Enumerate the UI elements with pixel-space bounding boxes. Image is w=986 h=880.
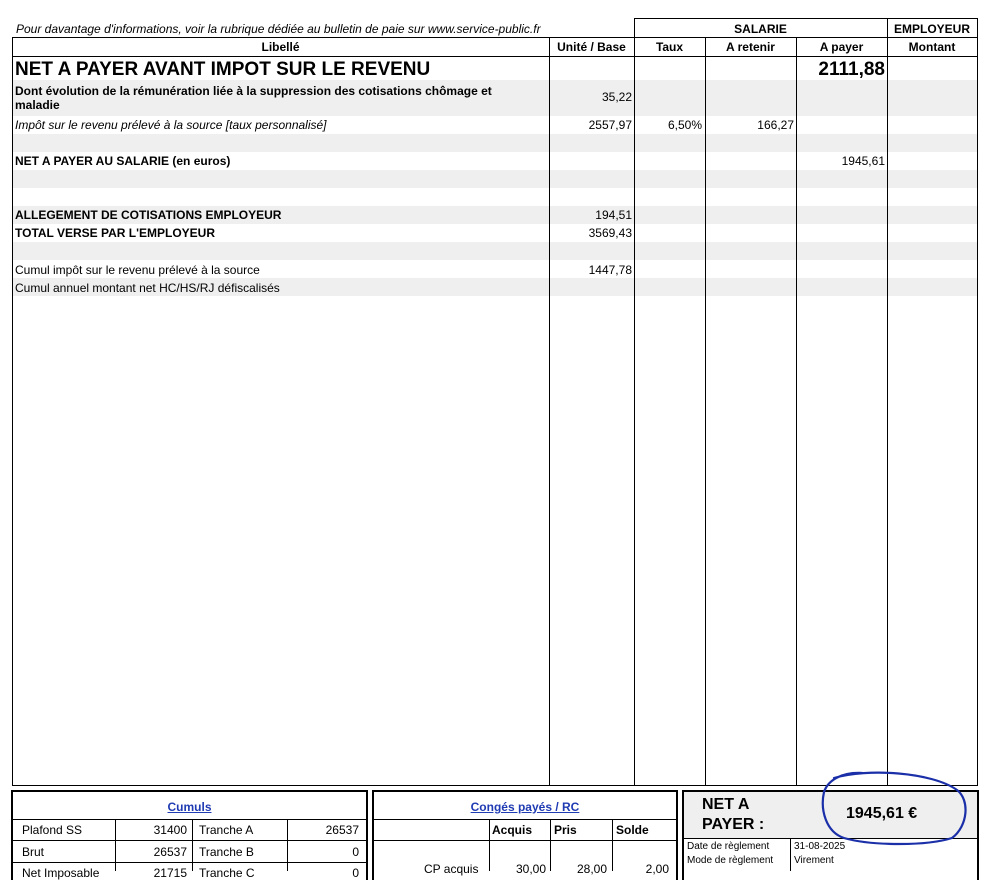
net-salarie-amount: 1945,61 [841, 154, 885, 168]
cumuls-label: Net Imposable [22, 866, 100, 880]
row-band [12, 134, 977, 152]
col-header-a-payer: A payer [819, 40, 864, 54]
cumuls-col-divider [192, 819, 193, 871]
row-band [12, 170, 977, 188]
col-header-libelle: Libellé [261, 40, 300, 54]
cumuls-title-border [13, 819, 367, 820]
col-header-taux: Taux [655, 40, 684, 54]
net-salarie-label: NET A PAYER AU SALARIE (en euros) [15, 154, 231, 168]
conges-pris: 28,00 [576, 862, 607, 876]
cumul-impot-base: 1447,78 [588, 263, 632, 277]
conges-title-border [374, 819, 677, 820]
cumul-hc-label: Cumul annuel montant net HC/HS/RJ défiscalisés [15, 281, 280, 295]
impot-source-label: Impôt sur le revenu prélevé à la source [taux personnalisé] [15, 118, 327, 132]
allegement-label: ALLEGEMENT DE COTISATIONS EMPLOYEUR [15, 208, 282, 222]
evolution-label-line2: maladie [15, 98, 60, 112]
conges-solde: 2,00 [645, 862, 669, 876]
cumul-impot-label: Cumul impôt sur le revenu prélevé à la source [15, 263, 260, 277]
col-divider [887, 18, 888, 786]
col-header-montant: Montant [908, 40, 956, 54]
conges-col-solde: Solde [616, 823, 649, 837]
hand-drawn-circle-icon [812, 766, 972, 850]
group-employeur: EMPLOYEUR [893, 22, 970, 36]
cumuls-row-border [13, 862, 367, 863]
impot-source-base: 2557,97 [588, 118, 632, 132]
row-band [12, 242, 977, 260]
cumuls-value: 0 [352, 866, 359, 880]
payment-col-divider [790, 838, 791, 871]
col-header-a-retenir: A retenir [726, 40, 775, 54]
net-a-payer-amount: 1945,61 € [846, 805, 918, 822]
cumuls-label: Tranche A [199, 823, 254, 837]
impot-source-a-retenir: 166,27 [757, 118, 794, 132]
total-verse-label: TOTAL VERSE PAR L'EMPLOYEUR [15, 226, 215, 240]
impot-source-taux: 6,50% [667, 118, 702, 132]
conges-col-pris: Pris [554, 823, 577, 837]
mode-reglement-label: Mode de règlement [687, 855, 774, 866]
net-avant-impot-amount: 2111,88 [818, 59, 885, 80]
net-a-payer-label-line1: NET A [702, 796, 750, 813]
mode-reglement-value: Virement [794, 855, 834, 866]
table-left-border [12, 37, 13, 786]
conges-col-acquis: Acquis [492, 823, 533, 837]
conges-row-label: CP acquis [424, 862, 479, 876]
header-top-border [634, 18, 978, 19]
net-avant-impot-label: NET A PAYER AVANT IMPOT SUR LE REVENU [15, 59, 431, 80]
cumuls-value: 31400 [153, 823, 187, 837]
conges-header-border [374, 840, 677, 841]
col-divider [549, 37, 550, 786]
cumuls-label: Tranche B [199, 845, 254, 859]
cumuls-value: 21715 [153, 866, 187, 880]
conges-acquis: 30,00 [515, 862, 546, 876]
col-header-unite-base: Unité / Base [557, 40, 626, 54]
date-reglement-value: 31-08-2025 [794, 841, 846, 852]
evolution-base: 35,22 [601, 90, 632, 104]
cumuls-title[interactable]: Cumuls [167, 800, 212, 814]
cumuls-value: 26537 [153, 845, 187, 859]
total-verse-base: 3569,43 [588, 226, 632, 240]
header-bottom-border [12, 56, 978, 57]
table-right-border [977, 18, 978, 786]
group-salarie: SALARIE [734, 22, 787, 36]
cumuls-value: 0 [352, 845, 359, 859]
cumuls-label: Plafond SS [22, 823, 83, 837]
conges-title[interactable]: Congés payés / RC [470, 800, 580, 814]
col-divider [796, 37, 797, 786]
info-note: Pour davantage d'informations, voir la rubrique dédiée au bulletin de paie sur www.service-public.fr [16, 22, 541, 36]
cumuls-label: Brut [22, 845, 45, 859]
allegement-base: 194,51 [595, 208, 632, 222]
evolution-label-line1: Dont évolution de la rémunération liée à la suppression des cotisations chômage et [15, 84, 492, 98]
cumuls-row-border [13, 840, 367, 841]
cumuls-value: 26537 [325, 823, 359, 837]
col-divider [634, 18, 635, 786]
date-reglement-label: Date de règlement [687, 841, 770, 852]
table-top-border [12, 37, 978, 38]
col-divider [705, 37, 706, 786]
net-a-payer-label-line2: PAYER : [702, 816, 765, 833]
cumuls-label: Tranche C [199, 866, 255, 880]
